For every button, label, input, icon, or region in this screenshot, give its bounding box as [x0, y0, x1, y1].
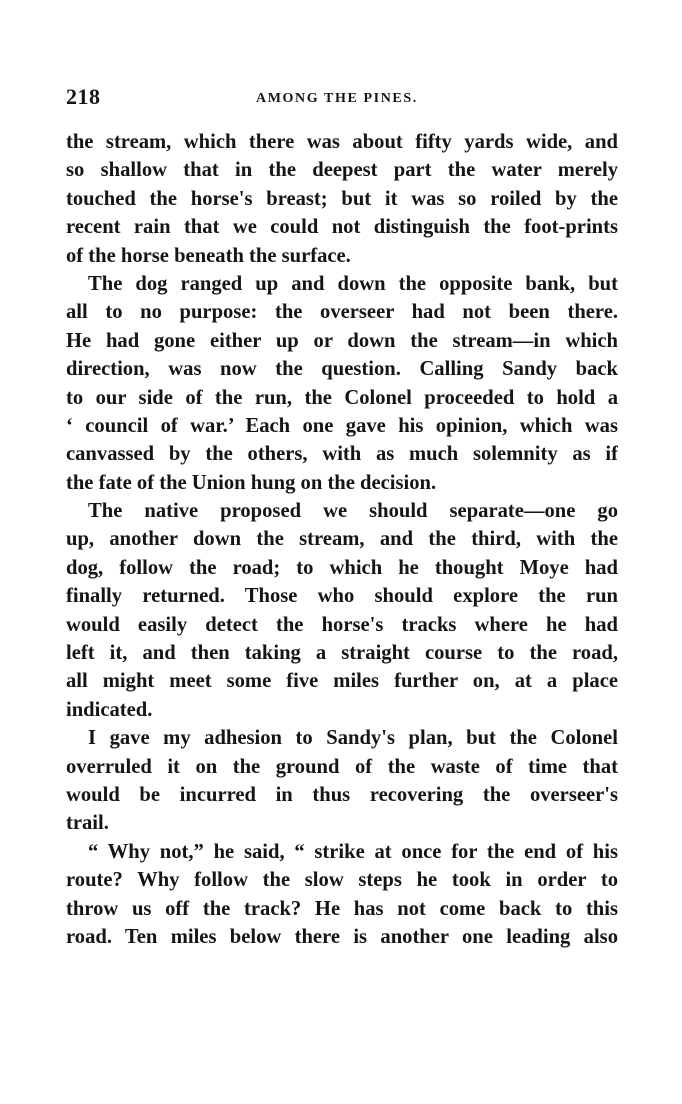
text-line: ‘ council of war.’ Each one gave his opinion, which was [66, 414, 618, 437]
page-number: 218 [66, 84, 101, 109]
text-line: “ Why not,” he said, “ strike at once for the end of his [88, 840, 618, 863]
text-line: so shallow that in the deepest part the water merely [66, 159, 618, 182]
text-line: I gave my adhesion to Sandy's plan, but the Colonel [88, 727, 618, 750]
text-line: of the horse beneath the surface. [66, 244, 351, 267]
text-line: the stream, which there was about fifty yards wide, and [66, 131, 618, 153]
text-line: dog, follow the road; to which he thought Moye had [66, 556, 618, 579]
text-line: would easily detect the horse's tracks where he had [66, 613, 618, 636]
text-line: indicated. [66, 698, 153, 721]
body-text [66, 128, 618, 951]
text-line: touched the horse's breast; but it was so roiled by the [66, 187, 618, 210]
running-head: AMONG THE PINES. [256, 91, 418, 106]
text-line: finally returned. Those who should explore the run [66, 585, 618, 608]
text-line: would be incurred in thus recovering the overseer's [66, 783, 618, 806]
text-line: to our side of the run, the Colonel proceeded to hold a [66, 386, 618, 409]
text-line: trail. [66, 812, 109, 835]
text-line: overruled it on the ground of the waste of time that [66, 755, 618, 778]
text-line: throw us off the track? He has not come back to this [66, 897, 618, 920]
text-line: The dog ranged up and down the opposite bank, but [88, 272, 618, 295]
text-line: direction, was now the question. Calling Sandy back [66, 358, 618, 381]
text-line: all to no purpose: the overseer had not been there. [66, 301, 618, 324]
text-line: the fate of the Union hung on the decision. [66, 471, 437, 494]
text-line: canvassed by the others, with as much solemnity as if [66, 443, 618, 466]
text-line: route? Why follow the slow steps he took in order to [66, 869, 618, 892]
text-line: left it, and then taking a straight course to the road, [66, 642, 618, 665]
page-header [66, 84, 618, 114]
text-line: He had gone either up or down the stream—in which [66, 329, 618, 352]
text-line: all might meet some five miles further on, at a place [66, 670, 618, 693]
text-line: recent rain that we could not distinguish the foot-prints [66, 216, 618, 239]
text-line: The native proposed we should separate—one go [88, 500, 618, 523]
text-line: road. Ten miles below there is another one leading also [66, 925, 618, 948]
text-line: up, another down the stream, and the third, with the [66, 528, 618, 551]
